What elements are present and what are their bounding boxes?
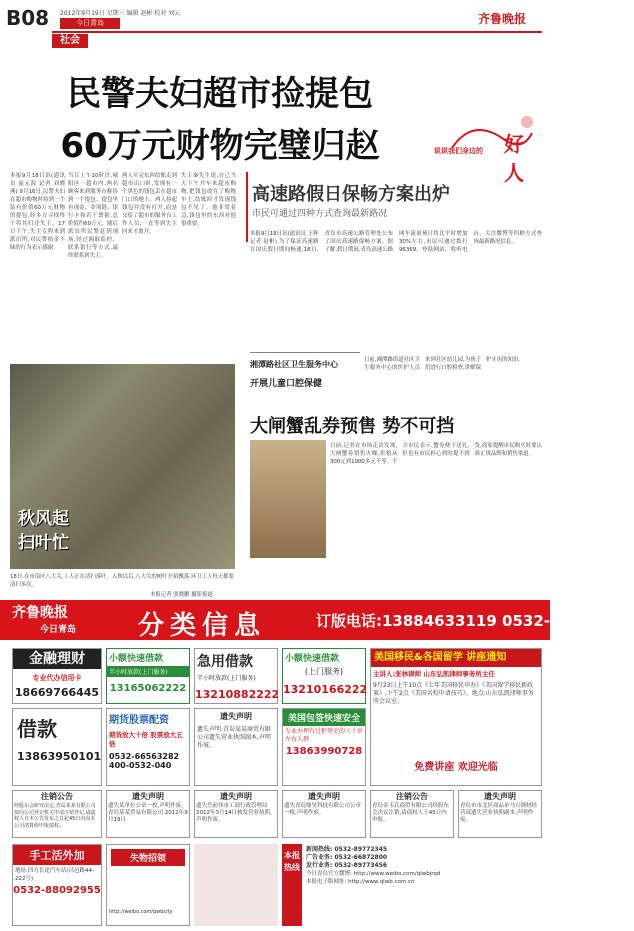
ad-loan-green-title: 小额快速借款 <box>109 654 164 664</box>
ad-visa-sub: 专业办理有过拒签史的三十岁左右人群 <box>285 728 364 743</box>
badge-big-text: 好人 <box>504 132 524 185</box>
ad-lost-2-title: 遗失声明 <box>132 792 164 801</box>
ad-immigration-sub: 主讲人:张林律师 山东弘凯律师事务所主任 <box>373 670 495 678</box>
ad-lost-2-body: 遗失某单位公章一枚,声明作废。青岛某某贸易有限公司 2012年9月19日 <box>108 803 188 823</box>
ad-lost-3 <box>194 790 278 838</box>
ad-finance-title: 金融理财 <box>13 649 101 669</box>
ad-lost-4-title: 遗失声明 <box>308 792 340 801</box>
hotline-box <box>306 846 542 926</box>
weibo-block <box>194 844 278 926</box>
edition-tag: 今日青岛 <box>60 18 120 29</box>
ad-urgent-loan <box>194 648 278 704</box>
ad-handwork-phone: 0532-88092955 <box>13 885 101 896</box>
ad-cancel-1 <box>12 790 102 838</box>
ad-immigration-title: 美国移民&各国留学 讲座通知 <box>371 649 541 667</box>
header-rule <box>52 31 542 33</box>
highway-subtitle: 市民可通过四种方式查询最新路况 <box>252 209 388 219</box>
classifieds-logo-sub: 今日青岛 <box>40 625 77 635</box>
highway-title: 高速路假日保畅方案出炉 <box>252 184 450 205</box>
ad-borrow-phone: 13863950101 <box>17 750 102 763</box>
hotline-weibo[interactable]: 今日青岛官方微博: http://www.weibo.com/qlwbjrqd <box>306 871 441 877</box>
ad-visa <box>282 708 366 786</box>
classifieds-logo-main: 齐鲁晚报 <box>12 605 68 621</box>
ad-handwork-sub: 地址:四方长途汽车站(昌邑路44-222号) <box>15 868 94 882</box>
ad-loan-2-title: 小额快速借款 <box>285 654 340 664</box>
ad-cancel-1-title: 注销公告 <box>41 792 73 801</box>
ad-lost-1 <box>194 708 278 786</box>
date-line: 2012年9月19日 星期三 编辑 赵彬 校对 刘云 <box>60 10 181 17</box>
ad-immigration <box>370 648 542 786</box>
ad-urgent-loan-phone: 13210882222 <box>195 688 280 701</box>
ad-lost-5-title: 遗失声明 <box>484 792 516 801</box>
headline-line1: 民警夫妇超市捡提包 <box>67 74 373 114</box>
classifieds-phone: 订版电话:13884633119 0532-81186679 <box>316 612 634 630</box>
ad-lost-4-body: 遗失青岛鼎昊科技有限公司公章一枚,声明作废。 <box>284 803 362 816</box>
ad-lost-1-body: 遗失声明:青岛某某商贸有限公司遗失营业执照副本,声明作废。 <box>197 726 272 749</box>
hotline-news: 新闻热线: 0532-89772345 <box>306 846 388 853</box>
classifieds-title: 分类信息 <box>138 611 267 641</box>
crab-title: 大闸蟹乱券预售 势不可挡 <box>250 416 455 437</box>
ad-futures <box>106 708 190 786</box>
ad-visa-phone: 13863990728 <box>285 746 363 757</box>
photo-caption: 18日,在市南区八大关,工人正在清扫落叶。入秋以后,八大关的树叶开始飘落,环卫工人每天都要清扫多次。 <box>10 574 234 588</box>
community-line2: 开展儿童口腔保健 <box>250 379 323 389</box>
page-header <box>0 0 550 52</box>
ad-immigration-free: 免费讲座 欢迎光临 <box>414 762 498 773</box>
main-story-col3: 两人买完东西结账走到超市出口时,发现有一个黑色的钱包丢在超市门口的地上。两人捡起钱包并没有打开,而是交给了超市的服务台工作人员,一直等到失主回来才离开。 <box>122 173 177 235</box>
page-number: B08 <box>6 6 50 30</box>
ad-lost-5 <box>458 790 542 838</box>
ad-loan-2 <box>282 648 366 704</box>
community-line1: 湘潭路社区卫生服务中心 <box>250 360 338 369</box>
community-head <box>250 352 360 400</box>
hotline-ad: 广告业务: 0532-66872800 <box>306 854 388 861</box>
hotline-side-label: 本报热线 <box>282 844 302 926</box>
ad-cancel-1-body: 经股东会研究决定,青岛某某有限公司拟向公司登记机关申请注销登记,请债权人自本公告发布之日起45日内向本公司清算组申报债权。 <box>14 803 96 829</box>
ad-loan-green <box>106 648 190 704</box>
crab-photo <box>250 440 326 558</box>
ad-handwork-title: 手工活外加 <box>13 845 101 865</box>
ad-cancel-2 <box>370 790 454 838</box>
ad-futures-phone: 0532-66563282 400-0532-040 <box>109 752 180 770</box>
ad-borrow-title: 借款 <box>17 717 57 741</box>
ad-loan-2-sub: (上门服务) <box>304 667 344 676</box>
main-story-col2: 当日上午10时许,城阳区一超市内,两名顾客来到服务台称捡到一个提包。提包里有现金、金项链、银行卡和若干票据,总价值约60万元。随后派出所民警赶到现场,经过调取监控、联系银行等方式,最终联系到失主。 <box>68 173 118 259</box>
good-people-badge <box>432 108 542 185</box>
section-tag: 社会 <box>52 34 88 48</box>
hotline-ezine[interactable]: 本报电子版网址: http://www.qlwb.com.cn <box>306 879 415 885</box>
ad-lost-3-title: 遗失声明 <box>220 792 252 801</box>
ad-lost-3-body: 遗失岳前伟市工商行政管理局2012年3月14日核发营业执照,声明作废。 <box>196 803 272 823</box>
ad-cancel-2-title: 注销公告 <box>396 792 428 801</box>
ad-lost-1-title: 遗失声明 <box>220 712 252 721</box>
ad-loan-green-phone: 13165062222 <box>109 683 187 694</box>
ad-handwork <box>12 844 102 926</box>
crab-body: 日前,记者在市场走访发现,大闸蟹券销售火爆,价格从300元到1000多元不等。不少市民表示,蟹券便于送礼,但也有市民担心到时提不到货,商家提醒市民购买时要认准正规品牌和销售渠道。 <box>330 443 542 465</box>
ad-lost-4 <box>282 790 366 838</box>
classifieds-logo <box>12 602 124 638</box>
badge-small-text: 说说我们身边的 <box>434 147 483 155</box>
community-body: 日前,湘潭路街道社区卫生服务中心的医护人员来到社区幼儿园,为孩子们进行口腔检查,讲解保护牙齿的知识。 <box>364 357 524 371</box>
highway-rule <box>246 172 248 242</box>
ad-futures-sub: 期货放大十倍 股票放大五倍 <box>109 731 183 748</box>
hotline-dist: 发行业务: 0532-89773456 <box>306 862 388 869</box>
ad-loan-green-sub: 半小时放款(上门服务) <box>107 666 189 677</box>
ad-finance-phone: 18669766445 <box>14 686 100 699</box>
ad-futures-title: 期货股票配资 <box>109 715 169 726</box>
ad-urgent-loan-title: 急用借款 <box>197 654 253 670</box>
ad-finance-sub: 专业代办信用卡 <box>32 674 82 682</box>
ad-borrow <box>12 708 102 786</box>
ad-lost-found-web: http://weibo.com/qwbcity <box>109 909 173 915</box>
main-story-col1: 本报9月18日讯(通讯员 庞元海 记者 刘晓燕) 9月16日,民警夫妇在超市购物时捡到一个装有价值60万元财物的提包,经多方寻找终于将其归还失主。17日下午,失主专程来到派出所,对民警拾金不昧的行为表示感谢。 <box>10 173 65 251</box>
highway-body: 本报9月18日讯(通讯员 王辉 记者 赵彬) 为了保证高速路在国庆假日期间畅通,18日,青岛市高速公路管理处公布了国庆高速路保畅方案。据了解,假日期间,青岛高速公路网车流量预计将比平时增加30%左右,市民可通过拨打96369、登陆网站、收听电台、关注微博等四种方式查询最新路况信息。 <box>250 231 542 253</box>
ad-lost-2 <box>106 790 190 838</box>
photo-overlay-2: 扫叶忙 <box>18 533 69 553</box>
ad-immigration-body: 9月23日上午10点《七年美国移民申办》《美国留学移民新政策》,下午2点《美国名校申请技巧》。地点:山东弘凯律师事务所会议室。 <box>373 682 534 705</box>
main-story-col4: 失主秦先生说,自己当天下午开车来超市购物,把钱包放在了购物车上,结账时才发现钱包不见了。他非常着急,钱包里的东西对他很重要。 <box>181 173 236 227</box>
ad-lost-found-title: 失物招领 <box>111 849 185 866</box>
photo-overlay-1: 秋风起 <box>18 509 69 529</box>
ad-loan-2-phone: 13210166222 <box>283 683 368 696</box>
ad-lost-5-body: 青岛市市北区商品单马兴钢材经营部遗失营业执照副本,声明作废。 <box>460 803 538 823</box>
autumn-photo <box>10 364 235 569</box>
ad-lost-found <box>106 844 190 926</box>
ad-finance <box>12 648 102 704</box>
ad-cancel-2-body: 青岛金韦氏商贸有限公司经股东会决议注销,请债权人于45日内申报。 <box>372 803 450 823</box>
paper-logo: 齐鲁晚报 <box>478 12 527 26</box>
headline-line2: 60万元财物完璧归赵 <box>60 126 380 166</box>
ad-urgent-loan-sub: 半小时放款(上门服务) <box>197 675 256 682</box>
ad-visa-title: 美国包签快速安全 <box>283 709 365 726</box>
photo-credit: 本报记者 张晓鹏 摄影报道 <box>150 592 213 598</box>
